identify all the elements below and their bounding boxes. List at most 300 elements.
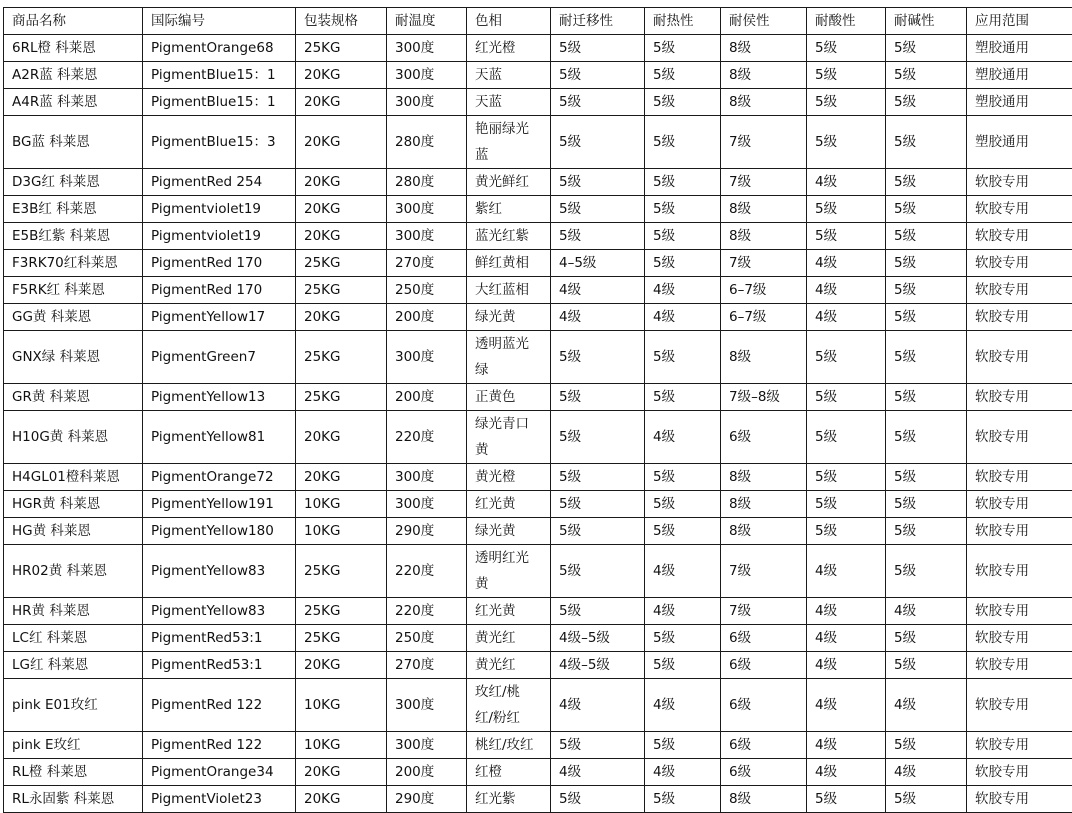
cell-product-name: H4GL01橙科莱恩 bbox=[4, 464, 143, 491]
cell-acid-resistance: 5级 bbox=[807, 384, 886, 411]
cell-package-size: 20KG bbox=[296, 223, 387, 250]
cell-package-size: 20KG bbox=[296, 759, 387, 786]
cell-international-code: PigmentRed 254 bbox=[143, 169, 296, 196]
cell-package-size: 25KG bbox=[296, 625, 387, 652]
cell-international-code: PigmentYellow191 bbox=[143, 491, 296, 518]
cell-hue: 红光黄 bbox=[467, 598, 551, 625]
cell-weather-resistance: 6级 bbox=[721, 732, 807, 759]
cell-heat-resistance: 5级 bbox=[645, 384, 721, 411]
cell-international-code: PigmentOrange68 bbox=[143, 35, 296, 62]
cell-package-size: 10KG bbox=[296, 732, 387, 759]
cell-acid-resistance: 4级 bbox=[807, 652, 886, 679]
cell-application: 软胶专用 bbox=[967, 786, 1072, 813]
cell-migration-resistance: 5级 bbox=[551, 491, 645, 518]
cell-heat-temperature: 270度 bbox=[387, 652, 467, 679]
cell-international-code: Pigmentviolet19 bbox=[143, 196, 296, 223]
cell-migration-resistance: 5级 bbox=[551, 331, 645, 384]
cell-heat-temperature: 280度 bbox=[387, 116, 467, 169]
cell-product-name: pink E玫红 bbox=[4, 732, 143, 759]
table-row bbox=[4, 169, 1072, 196]
cell-product-name: LG红 科莱恩 bbox=[4, 652, 143, 679]
cell-alkali-resistance: 5级 bbox=[886, 223, 967, 250]
header-product-name: 商品名称 bbox=[4, 8, 143, 35]
cell-product-name: HR02黄 科莱恩 bbox=[4, 545, 143, 598]
cell-hue: 红橙 bbox=[467, 759, 551, 786]
cell-weather-resistance: 8级 bbox=[721, 786, 807, 813]
cell-alkali-resistance: 5级 bbox=[886, 464, 967, 491]
cell-weather-resistance: 6级 bbox=[721, 652, 807, 679]
cell-application: 软胶专用 bbox=[967, 732, 1072, 759]
cell-hue: 天蓝 bbox=[467, 89, 551, 116]
cell-international-code: PigmentBlue15：1 bbox=[143, 62, 296, 89]
cell-weather-resistance: 7级 bbox=[721, 598, 807, 625]
cell-acid-resistance: 5级 bbox=[807, 116, 886, 169]
cell-international-code: PigmentOrange34 bbox=[143, 759, 296, 786]
cell-application: 软胶专用 bbox=[967, 545, 1072, 598]
cell-package-size: 25KG bbox=[296, 277, 387, 304]
cell-migration-resistance: 5级 bbox=[551, 732, 645, 759]
cell-heat-temperature: 220度 bbox=[387, 545, 467, 598]
cell-hue bbox=[467, 679, 551, 732]
header-international-code: 国际编号 bbox=[143, 8, 296, 35]
table-body bbox=[4, 35, 1072, 813]
cell-application: 软胶专用 bbox=[967, 331, 1072, 384]
table-row bbox=[4, 384, 1072, 411]
table-row bbox=[4, 652, 1072, 679]
cell-migration-resistance: 4级 bbox=[551, 759, 645, 786]
cell-hue: 正黄色 bbox=[467, 384, 551, 411]
cell-alkali-resistance: 4级 bbox=[886, 759, 967, 786]
table-row bbox=[4, 304, 1072, 331]
hue-line-2: 蓝 bbox=[475, 142, 550, 168]
table-row bbox=[4, 598, 1072, 625]
cell-heat-temperature: 220度 bbox=[387, 598, 467, 625]
cell-international-code: PigmentOrange72 bbox=[143, 464, 296, 491]
cell-acid-resistance: 5级 bbox=[807, 223, 886, 250]
cell-application: 软胶专用 bbox=[967, 384, 1072, 411]
cell-weather-resistance: 8级 bbox=[721, 89, 807, 116]
cell-application: 软胶专用 bbox=[967, 464, 1072, 491]
header-heat-temperature: 耐温度 bbox=[387, 8, 467, 35]
cell-alkali-resistance: 5级 bbox=[886, 545, 967, 598]
cell-alkali-resistance: 5级 bbox=[886, 62, 967, 89]
table-row bbox=[4, 116, 1072, 169]
cell-international-code: PigmentYellow83 bbox=[143, 545, 296, 598]
cell-heat-resistance: 4级 bbox=[645, 679, 721, 732]
hue-line-2: 黄 bbox=[475, 571, 550, 597]
cell-migration-resistance: 4级 bbox=[551, 679, 645, 732]
cell-heat-resistance: 4级 bbox=[645, 759, 721, 786]
cell-product-name: RL永固紫 科莱恩 bbox=[4, 786, 143, 813]
cell-weather-resistance: 8级 bbox=[721, 331, 807, 384]
cell-product-name: BG蓝 科莱恩 bbox=[4, 116, 143, 169]
cell-acid-resistance: 5级 bbox=[807, 411, 886, 464]
cell-heat-resistance: 5级 bbox=[645, 89, 721, 116]
cell-product-name: F5RK红 科莱恩 bbox=[4, 277, 143, 304]
cell-package-size: 20KG bbox=[296, 786, 387, 813]
cell-international-code: PigmentYellow13 bbox=[143, 384, 296, 411]
cell-hue bbox=[467, 116, 551, 169]
cell-migration-resistance: 5级 bbox=[551, 223, 645, 250]
cell-weather-resistance: 8级 bbox=[721, 491, 807, 518]
cell-alkali-resistance: 5级 bbox=[886, 652, 967, 679]
cell-alkali-resistance: 5级 bbox=[886, 786, 967, 813]
cell-international-code: PigmentBlue15：3 bbox=[143, 116, 296, 169]
cell-alkali-resistance: 5级 bbox=[886, 89, 967, 116]
cell-alkali-resistance: 5级 bbox=[886, 625, 967, 652]
cell-hue: 紫红 bbox=[467, 196, 551, 223]
cell-migration-resistance: 5级 bbox=[551, 545, 645, 598]
header-application: 应用范围 bbox=[967, 8, 1072, 35]
pigment-spec-table bbox=[3, 7, 1072, 813]
cell-heat-resistance: 5级 bbox=[645, 62, 721, 89]
cell-acid-resistance: 5级 bbox=[807, 786, 886, 813]
cell-product-name: pink E01玫红 bbox=[4, 679, 143, 732]
cell-heat-resistance: 5级 bbox=[645, 491, 721, 518]
hue-line-1: 透明蓝光 bbox=[475, 331, 550, 357]
cell-package-size: 20KG bbox=[296, 116, 387, 169]
cell-acid-resistance: 5级 bbox=[807, 464, 886, 491]
cell-acid-resistance: 4级 bbox=[807, 545, 886, 598]
cell-application: 软胶专用 bbox=[967, 223, 1072, 250]
cell-application: 软胶专用 bbox=[967, 598, 1072, 625]
table-row bbox=[4, 679, 1072, 732]
cell-product-name: HG黄 科莱恩 bbox=[4, 518, 143, 545]
cell-heat-resistance: 4级 bbox=[645, 545, 721, 598]
table-row bbox=[4, 464, 1072, 491]
cell-acid-resistance: 5级 bbox=[807, 62, 886, 89]
table-row bbox=[4, 518, 1072, 545]
cell-heat-resistance: 5级 bbox=[645, 518, 721, 545]
cell-hue: 鲜红黄相 bbox=[467, 250, 551, 277]
cell-heat-temperature: 290度 bbox=[387, 518, 467, 545]
cell-product-name: LC红 科莱恩 bbox=[4, 625, 143, 652]
cell-package-size: 25KG bbox=[296, 384, 387, 411]
cell-weather-resistance: 6–7级 bbox=[721, 277, 807, 304]
cell-product-name: HR黄 科莱恩 bbox=[4, 598, 143, 625]
cell-international-code: Pigmentviolet19 bbox=[143, 223, 296, 250]
cell-migration-resistance: 5级 bbox=[551, 89, 645, 116]
table-row bbox=[4, 732, 1072, 759]
cell-application: 软胶专用 bbox=[967, 625, 1072, 652]
cell-hue: 黄光红 bbox=[467, 652, 551, 679]
cell-alkali-resistance: 5级 bbox=[886, 518, 967, 545]
cell-heat-resistance: 5级 bbox=[645, 652, 721, 679]
cell-acid-resistance: 5级 bbox=[807, 196, 886, 223]
cell-weather-resistance: 6–7级 bbox=[721, 304, 807, 331]
table-row bbox=[4, 491, 1072, 518]
table-row bbox=[4, 545, 1072, 598]
cell-heat-temperature: 300度 bbox=[387, 35, 467, 62]
cell-hue: 桃红/玫红 bbox=[467, 732, 551, 759]
cell-weather-resistance: 7级 bbox=[721, 545, 807, 598]
cell-heat-resistance: 4级 bbox=[645, 304, 721, 331]
cell-product-name: F3RK70红科莱恩 bbox=[4, 250, 143, 277]
cell-migration-resistance: 5级 bbox=[551, 464, 645, 491]
cell-alkali-resistance: 5级 bbox=[886, 169, 967, 196]
cell-heat-resistance: 5级 bbox=[645, 625, 721, 652]
cell-migration-resistance: 5级 bbox=[551, 62, 645, 89]
cell-international-code: PigmentRed 122 bbox=[143, 732, 296, 759]
cell-package-size: 10KG bbox=[296, 491, 387, 518]
cell-application: 软胶专用 bbox=[967, 196, 1072, 223]
cell-heat-resistance: 5级 bbox=[645, 116, 721, 169]
cell-package-size: 10KG bbox=[296, 679, 387, 732]
cell-heat-temperature: 300度 bbox=[387, 464, 467, 491]
cell-hue: 黄光鲜红 bbox=[467, 169, 551, 196]
cell-heat-temperature: 220度 bbox=[387, 411, 467, 464]
cell-heat-resistance: 5级 bbox=[645, 732, 721, 759]
cell-package-size: 20KG bbox=[296, 652, 387, 679]
cell-product-name: GR黄 科莱恩 bbox=[4, 384, 143, 411]
cell-acid-resistance: 5级 bbox=[807, 518, 886, 545]
cell-application: 软胶专用 bbox=[967, 304, 1072, 331]
cell-application: 软胶专用 bbox=[967, 250, 1072, 277]
header-weather-resistance: 耐侯性 bbox=[721, 8, 807, 35]
cell-weather-resistance: 6级 bbox=[721, 625, 807, 652]
table-row bbox=[4, 250, 1072, 277]
cell-hue bbox=[467, 331, 551, 384]
cell-package-size: 20KG bbox=[296, 62, 387, 89]
cell-heat-temperature: 300度 bbox=[387, 732, 467, 759]
cell-weather-resistance: 8级 bbox=[721, 196, 807, 223]
cell-alkali-resistance: 5级 bbox=[886, 116, 967, 169]
cell-migration-resistance: 5级 bbox=[551, 35, 645, 62]
cell-alkali-resistance: 4级 bbox=[886, 598, 967, 625]
cell-heat-temperature: 290度 bbox=[387, 786, 467, 813]
cell-application: 软胶专用 bbox=[967, 679, 1072, 732]
cell-weather-resistance: 6级 bbox=[721, 411, 807, 464]
cell-heat-temperature: 250度 bbox=[387, 625, 467, 652]
hue-line-2: 绿 bbox=[475, 357, 550, 383]
cell-product-name: RL橙 科莱恩 bbox=[4, 759, 143, 786]
cell-weather-resistance: 8级 bbox=[721, 518, 807, 545]
cell-alkali-resistance: 5级 bbox=[886, 411, 967, 464]
cell-migration-resistance: 4级 bbox=[551, 304, 645, 331]
cell-heat-temperature: 200度 bbox=[387, 759, 467, 786]
cell-package-size: 25KG bbox=[296, 35, 387, 62]
header-row bbox=[4, 8, 1072, 35]
cell-heat-resistance: 4级 bbox=[645, 277, 721, 304]
cell-heat-resistance: 5级 bbox=[645, 331, 721, 384]
cell-migration-resistance: 5级 bbox=[551, 169, 645, 196]
header-heat-resistance: 耐热性 bbox=[645, 8, 721, 35]
cell-migration-resistance: 4–5级 bbox=[551, 250, 645, 277]
hue-line-2: 黄 bbox=[475, 437, 550, 463]
cell-package-size: 25KG bbox=[296, 331, 387, 384]
cell-package-size: 20KG bbox=[296, 304, 387, 331]
cell-international-code: PigmentYellow83 bbox=[143, 598, 296, 625]
header-package-size: 包装规格 bbox=[296, 8, 387, 35]
cell-heat-temperature: 300度 bbox=[387, 89, 467, 116]
cell-heat-temperature: 300度 bbox=[387, 491, 467, 518]
table-row bbox=[4, 223, 1072, 250]
cell-hue bbox=[467, 411, 551, 464]
header-acid-resistance: 耐酸性 bbox=[807, 8, 886, 35]
cell-package-size: 10KG bbox=[296, 518, 387, 545]
cell-weather-resistance: 7级 bbox=[721, 250, 807, 277]
cell-acid-resistance: 5级 bbox=[807, 89, 886, 116]
cell-acid-resistance: 5级 bbox=[807, 331, 886, 384]
table-row bbox=[4, 196, 1072, 223]
cell-international-code: PigmentBlue15：1 bbox=[143, 89, 296, 116]
cell-acid-resistance: 4级 bbox=[807, 732, 886, 759]
cell-hue: 绿光黄 bbox=[467, 304, 551, 331]
table-row bbox=[4, 786, 1072, 813]
cell-acid-resistance: 4级 bbox=[807, 759, 886, 786]
hue-line-2: 红/粉红 bbox=[475, 705, 550, 731]
cell-heat-temperature: 270度 bbox=[387, 250, 467, 277]
cell-application: 塑胶通用 bbox=[967, 62, 1072, 89]
hue-line-1: 透明红光 bbox=[475, 545, 550, 571]
cell-international-code: PigmentRed53:1 bbox=[143, 652, 296, 679]
cell-product-name: GNX绿 科莱恩 bbox=[4, 331, 143, 384]
cell-package-size: 25KG bbox=[296, 250, 387, 277]
cell-application: 塑胶通用 bbox=[967, 116, 1072, 169]
cell-heat-temperature: 200度 bbox=[387, 384, 467, 411]
cell-hue bbox=[467, 545, 551, 598]
cell-hue: 蓝光红紫 bbox=[467, 223, 551, 250]
header-hue: 色相 bbox=[467, 8, 551, 35]
header-alkali-resistance: 耐碱性 bbox=[886, 8, 967, 35]
cell-hue: 绿光黄 bbox=[467, 518, 551, 545]
cell-product-name: A2R蓝 科莱恩 bbox=[4, 62, 143, 89]
table-row bbox=[4, 625, 1072, 652]
cell-product-name: H10G黄 科莱恩 bbox=[4, 411, 143, 464]
cell-migration-resistance: 4级–5级 bbox=[551, 652, 645, 679]
cell-acid-resistance: 4级 bbox=[807, 250, 886, 277]
cell-international-code: PigmentYellow17 bbox=[143, 304, 296, 331]
cell-heat-resistance: 4级 bbox=[645, 411, 721, 464]
cell-package-size: 25KG bbox=[296, 545, 387, 598]
cell-application: 软胶专用 bbox=[967, 491, 1072, 518]
cell-alkali-resistance: 5级 bbox=[886, 304, 967, 331]
table-row bbox=[4, 331, 1072, 384]
cell-heat-resistance: 5级 bbox=[645, 250, 721, 277]
header-migration-resistance: 耐迁移性 bbox=[551, 8, 645, 35]
cell-acid-resistance: 4级 bbox=[807, 679, 886, 732]
cell-heat-temperature: 300度 bbox=[387, 679, 467, 732]
cell-alkali-resistance: 5级 bbox=[886, 491, 967, 518]
cell-international-code: PigmentRed 170 bbox=[143, 250, 296, 277]
cell-migration-resistance: 5级 bbox=[551, 384, 645, 411]
cell-acid-resistance: 4级 bbox=[807, 277, 886, 304]
cell-heat-resistance: 4级 bbox=[645, 598, 721, 625]
cell-package-size: 20KG bbox=[296, 196, 387, 223]
cell-international-code: PigmentYellow81 bbox=[143, 411, 296, 464]
cell-application: 软胶专用 bbox=[967, 759, 1072, 786]
cell-weather-resistance: 8级 bbox=[721, 223, 807, 250]
cell-acid-resistance: 5级 bbox=[807, 491, 886, 518]
cell-package-size: 20KG bbox=[296, 169, 387, 196]
cell-alkali-resistance: 5级 bbox=[886, 196, 967, 223]
cell-hue: 黄光橙 bbox=[467, 464, 551, 491]
table-row bbox=[4, 411, 1072, 464]
cell-international-code: PigmentViolet23 bbox=[143, 786, 296, 813]
cell-package-size: 20KG bbox=[296, 411, 387, 464]
cell-heat-temperature: 300度 bbox=[387, 223, 467, 250]
hue-line-1: 绿光青口 bbox=[475, 411, 550, 437]
hue-line-1: 艳丽绿光 bbox=[475, 116, 550, 142]
cell-international-code: PigmentYellow180 bbox=[143, 518, 296, 545]
cell-alkali-resistance: 5级 bbox=[886, 277, 967, 304]
table-row bbox=[4, 277, 1072, 304]
cell-acid-resistance: 4级 bbox=[807, 169, 886, 196]
cell-alkali-resistance: 5级 bbox=[886, 732, 967, 759]
cell-application: 软胶专用 bbox=[967, 518, 1072, 545]
cell-migration-resistance: 5级 bbox=[551, 518, 645, 545]
table-row bbox=[4, 35, 1072, 62]
cell-acid-resistance: 5级 bbox=[807, 35, 886, 62]
cell-product-name: 6RL橙 科莱恩 bbox=[4, 35, 143, 62]
table-row bbox=[4, 759, 1072, 786]
cell-application: 软胶专用 bbox=[967, 169, 1072, 196]
cell-heat-resistance: 5级 bbox=[645, 464, 721, 491]
cell-weather-resistance: 7级 bbox=[721, 116, 807, 169]
cell-weather-resistance: 8级 bbox=[721, 35, 807, 62]
cell-heat-temperature: 250度 bbox=[387, 277, 467, 304]
cell-weather-resistance: 6级 bbox=[721, 679, 807, 732]
cell-heat-temperature: 300度 bbox=[387, 331, 467, 384]
cell-international-code: PigmentRed53:1 bbox=[143, 625, 296, 652]
cell-alkali-resistance: 5级 bbox=[886, 35, 967, 62]
cell-application: 软胶专用 bbox=[967, 411, 1072, 464]
cell-weather-resistance: 7级–8级 bbox=[721, 384, 807, 411]
cell-package-size: 20KG bbox=[296, 464, 387, 491]
cell-hue: 红光黄 bbox=[467, 491, 551, 518]
cell-product-name: E5B红紫 科莱恩 bbox=[4, 223, 143, 250]
cell-weather-resistance: 6级 bbox=[721, 759, 807, 786]
cell-migration-resistance: 5级 bbox=[551, 786, 645, 813]
cell-heat-resistance: 5级 bbox=[645, 35, 721, 62]
cell-acid-resistance: 4级 bbox=[807, 304, 886, 331]
cell-package-size: 20KG bbox=[296, 89, 387, 116]
cell-alkali-resistance: 5级 bbox=[886, 331, 967, 384]
cell-application: 塑胶通用 bbox=[967, 89, 1072, 116]
cell-heat-temperature: 300度 bbox=[387, 62, 467, 89]
cell-international-code: PigmentRed 122 bbox=[143, 679, 296, 732]
cell-alkali-resistance: 5级 bbox=[886, 384, 967, 411]
cell-acid-resistance: 4级 bbox=[807, 598, 886, 625]
cell-product-name: D3G红 科莱恩 bbox=[4, 169, 143, 196]
table-row bbox=[4, 62, 1072, 89]
cell-product-name: HGR黄 科莱恩 bbox=[4, 491, 143, 518]
cell-product-name: GG黄 科莱恩 bbox=[4, 304, 143, 331]
cell-migration-resistance: 5级 bbox=[551, 196, 645, 223]
cell-application: 塑胶通用 bbox=[967, 35, 1072, 62]
cell-hue: 黄光红 bbox=[467, 625, 551, 652]
cell-migration-resistance: 4级 bbox=[551, 277, 645, 304]
hue-line-1: 玫红/桃 bbox=[475, 679, 550, 705]
cell-hue: 红光橙 bbox=[467, 35, 551, 62]
cell-heat-temperature: 300度 bbox=[387, 196, 467, 223]
cell-weather-resistance: 7级 bbox=[721, 169, 807, 196]
cell-hue: 红光紫 bbox=[467, 786, 551, 813]
cell-hue: 天蓝 bbox=[467, 62, 551, 89]
cell-heat-resistance: 5级 bbox=[645, 786, 721, 813]
cell-application: 软胶专用 bbox=[967, 277, 1072, 304]
cell-migration-resistance: 5级 bbox=[551, 598, 645, 625]
cell-migration-resistance: 5级 bbox=[551, 116, 645, 169]
cell-alkali-resistance: 5级 bbox=[886, 250, 967, 277]
cell-heat-resistance: 5级 bbox=[645, 196, 721, 223]
cell-international-code: PigmentRed 170 bbox=[143, 277, 296, 304]
cell-product-name: E3B红 科莱恩 bbox=[4, 196, 143, 223]
cell-package-size: 25KG bbox=[296, 598, 387, 625]
pigment-spec-sheet bbox=[3, 7, 1072, 813]
cell-migration-resistance: 5级 bbox=[551, 411, 645, 464]
cell-heat-temperature: 280度 bbox=[387, 169, 467, 196]
